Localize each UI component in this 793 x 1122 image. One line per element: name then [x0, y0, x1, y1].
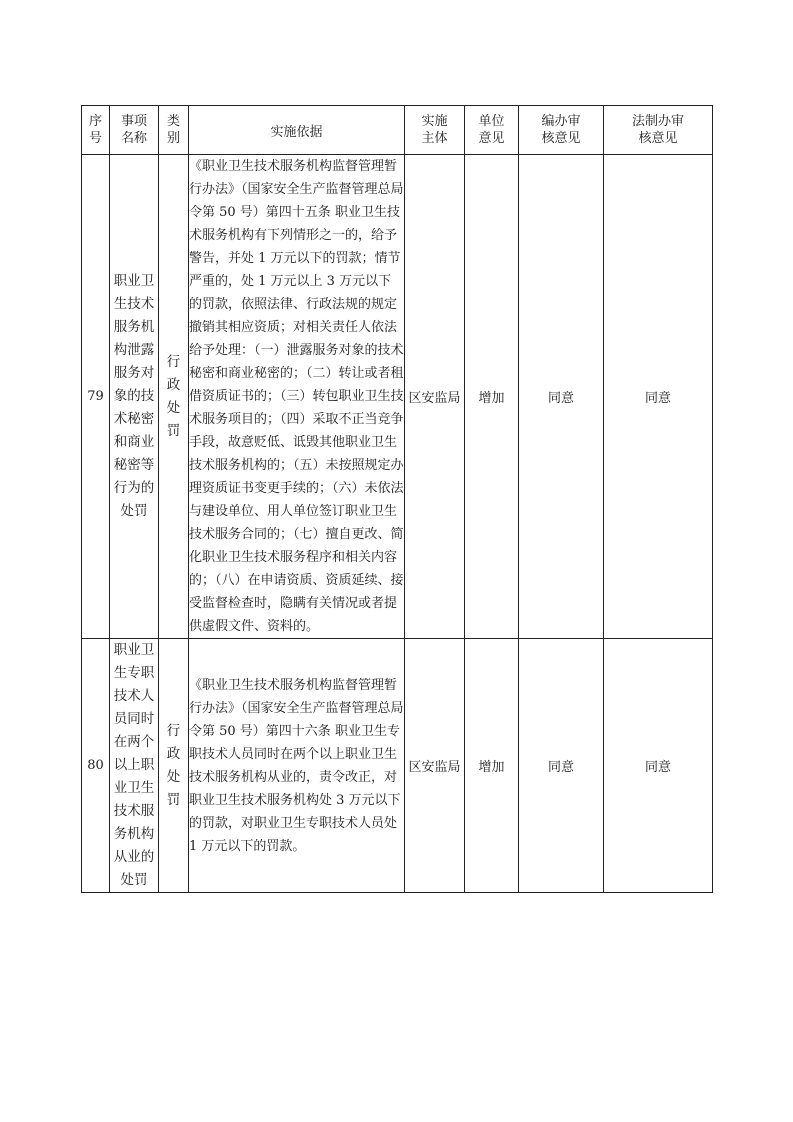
- row-subject: 区安监局: [405, 155, 465, 639]
- row-unit-opinion: 增加: [465, 639, 519, 893]
- header-subject: 实施主体: [405, 106, 465, 155]
- row-seq: 79: [82, 155, 110, 639]
- row-bianban-opinion: 同意: [519, 155, 604, 639]
- header-unit-opinion: 单位意见: [465, 106, 519, 155]
- header-name: 事项名称: [110, 106, 159, 155]
- header-basis: 实施依据: [189, 106, 405, 155]
- row-unit-opinion: 增加: [465, 155, 519, 639]
- table-row: [82, 639, 713, 893]
- row-subject: 区安监局: [405, 639, 465, 893]
- row-fazhi-opinion: 同意: [604, 155, 713, 639]
- header-seq: 序号: [82, 106, 110, 155]
- header-row: [82, 106, 713, 155]
- row-legal-basis: 《职业卫生技术服务机构监督管理暂行办法》（国家安全生产监督管理总局令第 50 号）第四十五条 职业卫生技术服务机构有下列情形之一的，给予警告，并处 1 万元以下的罚款；情节严重的，处 1 万元以上 3 万元以下的罚款，依照法律、行政法规的规定撤销其相应资质；对相关责任人依法给予处理：（一）泄露服务对象的技术秘密和商业秘密的；（二）转让或者租借资质证书的；（三）转包职业卫生技术服务项目的；（四）采取不正当竞争手段，故意贬低、诋毁其他职业卫生技术服务机构的；（五）未按照规定办理资质证书变更手续的；（六）未依法与建设单位、用人单位签订职业卫生技术服务合同的；（七）擅自更改、简化职业卫生技术服务程序和相关内容的；（八）在申请资质、资质延续、接受监督检查时，隐瞒有关情况或者提供虚假文件、资料的。: [189, 155, 405, 639]
- header-bianban-opinion: 编办审核意见: [519, 106, 604, 155]
- row-fazhi-opinion: 同意: [604, 639, 713, 893]
- row-bianban-opinion: 同意: [519, 639, 604, 893]
- approval-table: [81, 105, 713, 893]
- row-seq: 80: [82, 639, 110, 893]
- header-fazhi-opinion: 法制办审核意见: [604, 106, 713, 155]
- row-category: 行政处罚: [159, 155, 189, 639]
- row-category: 行政处罚: [159, 639, 189, 893]
- header-category: 类别: [159, 106, 189, 155]
- row-legal-basis: 《职业卫生技术服务机构监督管理暂行办法》（国家安全生产监督管理总局令第 50 号）第四十六条 职业卫生专职技术人员同时在两个以上职业卫生技术服务机构从业的，责令改正，对职业卫生技术服务机构处 3 万元以下的罚款，对职业卫生专职技术人员处 1 万元以下的罚款。: [189, 639, 405, 893]
- row-item-name: 职业卫生技术服务机构泄露服务对象的技术秘密和商业秘密等行为的处罚: [110, 155, 159, 639]
- table-row: [82, 155, 713, 639]
- row-item-name: 职业卫生专职技术人员同时在两个以上职业卫生技术服务机构从业的处罚: [110, 639, 159, 893]
